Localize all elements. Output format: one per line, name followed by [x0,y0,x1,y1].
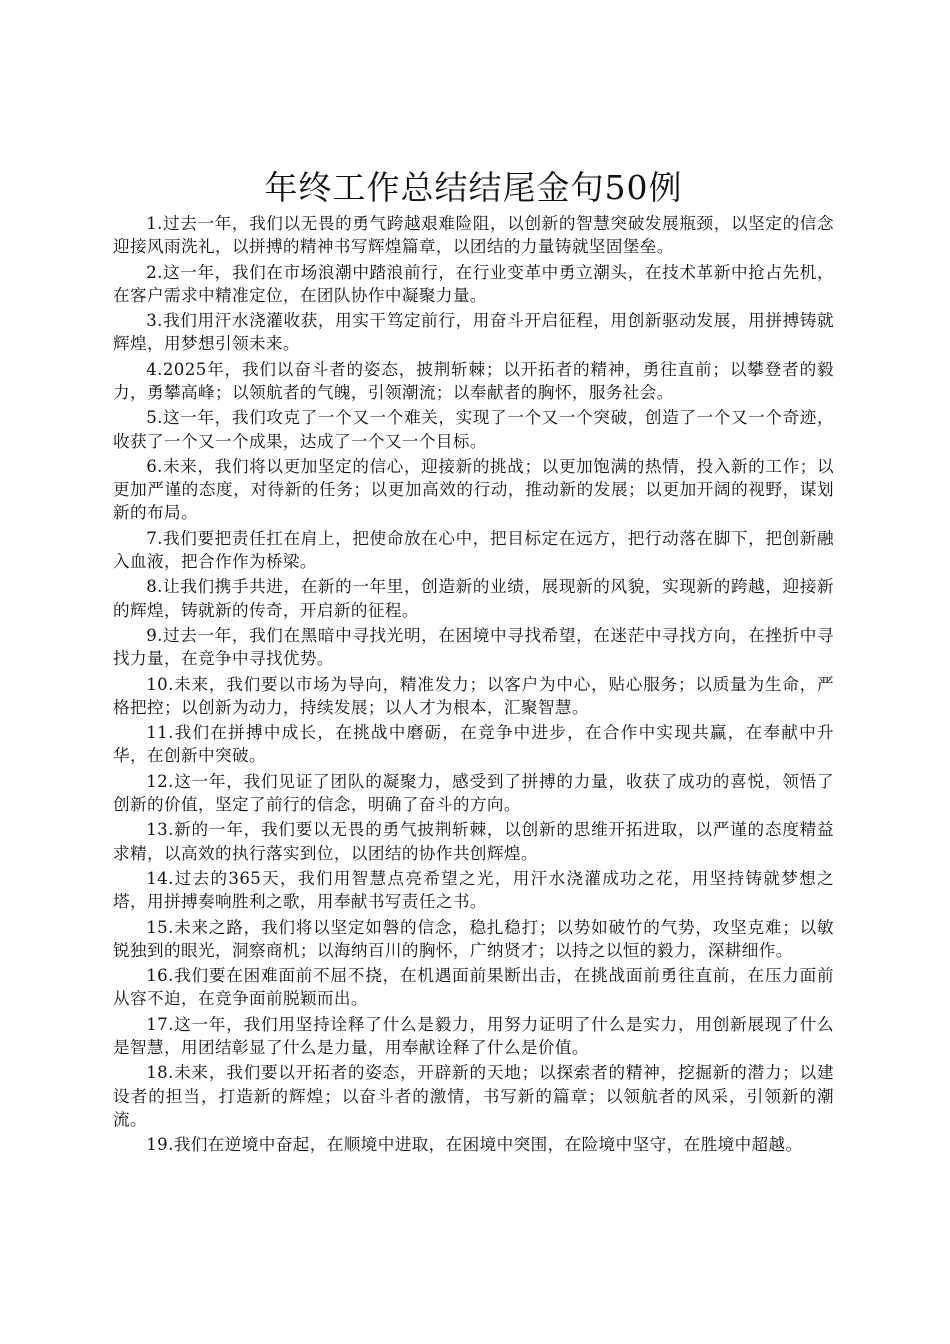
paragraph-18: 18.未来，我们要以开拓者的姿态，开辟新的天地；以探索者的精神，挖掘新的潜力；以建设者的担当，打造新的辉煌；以奋斗者的激情，书写新的篇章；以领航者的风采，引领新的潮流。 [113,1063,834,1129]
document-page [113,166,834,1158]
paragraph-17: 17.这一年，我们用坚持诠释了什么是毅力，用努力证明了什么是实力，用创新展现了什么是智慧，用团结彰显了什么是力量，用奉献诠释了什么是价值。 [113,1014,834,1057]
document-title: 年终工作总结结尾金句50例 [264,168,683,207]
paragraph-2: 2.这一年，我们在市场浪潮中踏浪前行，在行业变革中勇立潮头，在技术革新中抢占先机，在客户需求中精准定位，在团队协作中凝聚力量。 [113,262,834,305]
paragraph-1: 1.过去一年，我们以无畏的勇气跨越艰难险阻，以创新的智慧突破发展瓶颈，以坚定的信念迎接风雨洗礼，以拼搏的精神书写辉煌篇章，以团结的力量铸就坚固堡垒。 [113,214,834,257]
paragraph-4: 4.2025年，我们以奋斗者的姿态，披荆斩棘；以开拓者的精神，勇往直前；以攀登者的毅力，勇攀高峰；以领航者的气魄，引领潮流；以奉献者的胸怀，服务社会。 [113,359,834,402]
paragraph-6: 6.未来，我们将以更加坚定的信心，迎接新的挑战；以更加饱满的热情，投入新的工作；以更加严谨的态度，对待新的任务；以更加高效的行动，推动新的发展；以更加开阔的视野，谋划新的布局。 [113,456,834,523]
paragraph-8: 8.让我们携手共进，在新的一年里，创造新的业绩，展现新的风貌，实现新的跨越，迎接新的辉煌，铸就新的传奇，开启新的征程。 [113,577,834,620]
paragraph-11: 11.我们在拼搏中成长，在挑战中磨砺，在竞争中进步，在合作中实现共赢，在奉献中升华，在创新中突破。 [113,723,834,766]
paragraph-7: 7.我们要把责任扛在肩上，把使命放在心中，把目标定在远方，把行动落在脚下，把创新融入血液，把合作作为桥梁。 [113,528,834,571]
paragraph-12: 12.这一年，我们见证了团队的凝聚力，感受到了拼搏的力量，收获了成功的喜悦，领悟了创新的价值，坚定了前行的信念，明确了奋斗的方向。 [113,771,834,814]
paragraph-3: 3.我们用汗水浇灌收获，用实干笃定前行，用奋斗开启征程，用创新驱动发展，用拼搏铸就辉煌，用梦想引领未来。 [113,311,834,354]
paragraph-16: 16.我们要在困难面前不屈不挠，在机遇面前果断出击，在挑战面前勇往直前，在压力面前从容不迫，在竞争面前脱颖而出。 [113,966,834,1009]
paragraph-10: 10.未来，我们要以市场为导向，精准发力；以客户为中心，贴心服务；以质量为生命，严格把控；以创新为动力，持续发展；以人才为根本，汇聚智慧。 [113,674,834,717]
paragraph-9: 9.过去一年，我们在黑暗中寻找光明，在困境中寻找希望，在迷茫中寻找方向，在挫折中寻找力量，在竞争中寻找优势。 [113,625,834,669]
paragraph-19: 19.我们在逆境中奋起，在顺境中进取，在困境中突围，在险境中坚守，在胜境中超越。 [146,1135,803,1155]
paragraph-14: 14.过去的365天，我们用智慧点亮希望之光，用汗水浇灌成功之花，用坚持铸就梦想之塔，用拼搏奏响胜利之歌，用奉献书写责任之书。 [113,868,834,912]
paragraph-15: 15.未来之路，我们将以坚定如磐的信念，稳扎稳打；以势如破竹的气势，攻坚克难；以敏锐独到的眼光，洞察商机；以海纳百川的胸怀，广纳贤才；以持之以恒的毅力，深耕细作。 [113,917,834,960]
paragraph-13: 13.新的一年，我们要以无畏的勇气披荆斩棘，以创新的思维开拓进取，以严谨的态度精益求精，以高效的执行落实到位，以团结的协作共创辉煌。 [113,820,834,863]
paragraph-5: 5.这一年，我们攻克了一个又一个难关，实现了一个又一个突破，创造了一个又一个奇迹，收获了一个又一个成果，达成了一个又一个目标。 [113,408,834,451]
